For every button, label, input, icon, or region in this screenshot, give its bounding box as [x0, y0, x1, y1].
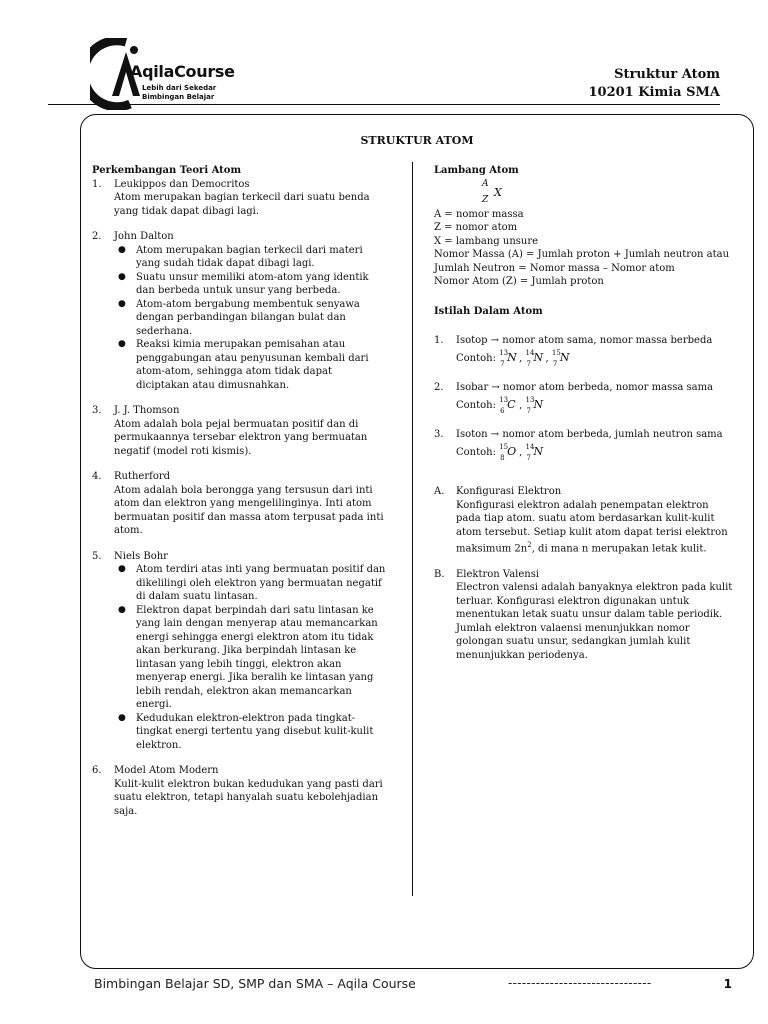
list-item: 4. Rutherford Atom adalah bola berongga yang tersusun dari inti atom dan elektron yang mengelilinginya. Inti atom bermuatan positif dan massa atom terpusat pada inti atom.: [92, 470, 388, 538]
brand-tagline: Lebih dari Sekedar Bimbingan Belajar: [142, 84, 217, 101]
list-item: 3. J. J. Thomson Atom adalah bola pejal bermuatan positif dan di permukaannya tersebar elektron yang bermuatan negatif (model roti kismis).: [92, 404, 388, 458]
item-name: John Dalton: [114, 231, 174, 242]
istilah-text: Isotop → nomor atom sama, nomor massa berbeda: [456, 335, 713, 346]
definition-line: X = lambang unsure: [434, 235, 539, 247]
bullet-item: ● Atom-atom bergabung membentuk senyawa dengan perbandingan bilangan bulat dan sederhana.: [118, 298, 360, 337]
istilah-item: 3. Isoton → nomor atom berbeda, jumlah neutron sama: [434, 428, 736, 442]
footer-text: Bimbingan Belajar SD, SMP dan SMA – Aqila Course: [94, 976, 416, 991]
item-name: Rutherford: [114, 471, 171, 482]
course-label: 10201 Kimia SMA: [588, 85, 720, 100]
istilah-item: 2. Isobar → nomor atom berbeda, nomor massa sama: [434, 381, 736, 395]
column-divider: [412, 162, 413, 896]
section-heading: Perkembangan Teori Atom: [92, 165, 242, 176]
page-number: 1: [723, 977, 732, 991]
list-item: 2. John Dalton: [92, 230, 388, 244]
atom-symbol: [482, 178, 736, 208]
nuclide: 13 6 C: [499, 395, 516, 415]
document-title: STRUKTUR ATOM: [360, 134, 474, 147]
nuclide: 15 7 N: [551, 348, 570, 368]
item-text: Kulit-kulit elektron bukan kedudukan yang pasti dari suatu elektron, tetapi hanyalah suatu kebolehjadian saja.: [114, 778, 383, 817]
istilah-text: Isobar → nomor atom berbeda, nomor massa sama: [456, 382, 714, 393]
item-name: Niels Bohr: [114, 550, 168, 562]
aqila-logo: [90, 38, 250, 110]
nuclide: 14 7 N: [525, 348, 544, 368]
definition-line: Z = nomor atom: [434, 222, 518, 233]
nuclide: 14 7 N: [525, 442, 544, 462]
valensi-title: Elektron Valensi: [456, 568, 540, 580]
element-symbol: X: [494, 185, 502, 199]
brand-name: AqilaCourse: [130, 62, 235, 81]
valensi-section: B. Elektron Valensi Electron valensi adalah banyaknya elektron pada kulit terluar. Konfigurasi elektron digunakan untuk menentukan letak suatu unsur dalam table periodik. Jumlah elektron valaensi menunjukkan nomor golongan suatu unsur, sedangkan jumlah kulit menunjukkan periodenya.: [434, 568, 736, 663]
item-name: Leukippos dan Democritos: [114, 178, 250, 190]
right-column: [434, 164, 736, 662]
bullet-item: ● Elektron dapat berpindah dari satu lintasan ke yang lain dengan menyerap atau memancarkan energi sehingga energi elektron atom itu tidak akan berkurang. Jika berpindah lintasan ke lintasan yang lebih tinggi, elektron akan menyerap energi. Jika beralih ke lintasan yang lebih rendah, elektron akan memancarkan energi.: [118, 604, 378, 710]
left-column: [92, 164, 388, 818]
item-text: Atom merupakan bagian terkecil dari suatu benda yang tidak dapat dibagi lagi.: [114, 192, 370, 217]
item-text: Atom adalah bola berongga yang tersusun dari inti atom dan elektron yang mengelilinginya. Inti atom bermuatan positif dan massa atom terpusat pada inti atom.: [114, 484, 384, 536]
example-row: Contoh: 15 8 O , 14 7 N: [434, 445, 736, 460]
list-item: 1. Leukippos dan Democritos Atom merupakan bagian terkecil dari suatu benda yang tidak dapat dibagi lagi.: [92, 178, 388, 219]
list-item: 5. Niels Bohr: [92, 550, 388, 564]
item-name: J. J. Thomson: [114, 405, 180, 416]
header-rule: [48, 104, 720, 105]
konfigurasi-title: Konfigurasi Elektron: [456, 486, 562, 497]
konfigurasi-text: Konfigurasi elektron adalah penempatan elektron pada tiap atom. suatu atom berdasarkan kulit-kulit atom tersebut. Setiap kulit atom dapat terisi elektron maksimum $2n^2$, di mana n merupakan letak kulit.: [456, 499, 728, 555]
definition-line: Nomor Massa (A) = Jumlah proton + Jumlah neutron atau: [434, 249, 730, 260]
istilah-heading: Istilah Dalam Atom: [434, 305, 543, 317]
definition-line: A = nomor massa: [434, 208, 524, 220]
istilah-item: 1. Isotop → nomor atom sama, nomor massa berbeda: [434, 334, 736, 348]
item-text: Atom adalah bola pejal bermuatan positif dan di permukaannya tersebar elektron yang bermuatan negatif (model roti kismis).: [114, 418, 368, 457]
nuclide: 15 8 O: [499, 442, 517, 462]
definition-line: Nomor Atom (Z) = Jumlah proton: [434, 276, 604, 287]
konfigurasi-section: A. Konfigurasi Elektron Konfigurasi elektron adalah penempatan elektron pada tiap atom. suatu atom berdasarkan kulit-kulit atom tersebut. Setiap kulit atom dapat terisi elektron maksimum $2n^2$, di mana n merupakan letak kulit.: [434, 485, 736, 556]
list-item: 6. Model Atom Modern Kulit-kulit elektron bukan kedudukan yang pasti dari suatu elektron, tetapi hanyalah suatu kebolehjadian saja.: [92, 764, 388, 818]
atomic-number-symbol: Z: [482, 194, 489, 205]
nuclide: 13 7 N: [525, 395, 544, 415]
istilah-text: Isoton → nomor atom berbeda, jumlah neutron sama: [456, 429, 723, 440]
bullet-item: ● Reaksi kimia merupakan pemisahan atau penggabungan atau penyusunan kembali dari atom-atom, sehingga atom tidak dapat diciptakan atau dimusnahkan.: [118, 339, 369, 391]
footer-dashes: -------------------------------: [508, 976, 652, 990]
valensi-text: Electron valensi adalah banyaknya elektron pada kulit terluar. Konfigurasi elektron digunakan untuk menentukan letak suatu unsur dalam table periodik. Jumlah elektron valaensi menunjukkan nomor golongan suatu unsur, sedangkan jumlah kulit menunjukkan periodenya.: [456, 582, 733, 661]
example-row: Contoh: 13 7 N , 14 7 N , 15 7 N: [434, 351, 736, 366]
bullet-item: ● Suatu unsur memiliki atom-atom yang identik dan berbeda untuk unsur yang berbeda.: [118, 271, 369, 296]
item-name: Model Atom Modern: [114, 765, 219, 776]
header-meta: [589, 66, 721, 102]
bullet-item: ● Atom merupakan bagian terkecil dari materi yang sudah tidak dapat dibagi lagi.: [118, 244, 363, 269]
mass-number-symbol: A: [482, 178, 489, 189]
definition-line: Jumlah Neutron = Nomor massa – Nomor atom: [434, 262, 675, 274]
nuclide: 13 7 N: [499, 348, 517, 368]
bullet-item: ● Kedudukan elektron-elektron pada tingkat-tingkat energi tertentu yang disebut kulit-kulit elektron.: [118, 712, 374, 751]
topic-label: Struktur Atom: [614, 67, 720, 82]
lambang-heading: Lambang Atom: [434, 165, 519, 176]
bullet-item: ● Atom terdiri atas inti yang bermuatan positif dan dikelilingi oleh elektron yang bermuatan negatif di dalam suatu lintasan.: [118, 564, 386, 602]
example-row: Contoh: 13 6 C , 13 7 N: [434, 398, 736, 413]
